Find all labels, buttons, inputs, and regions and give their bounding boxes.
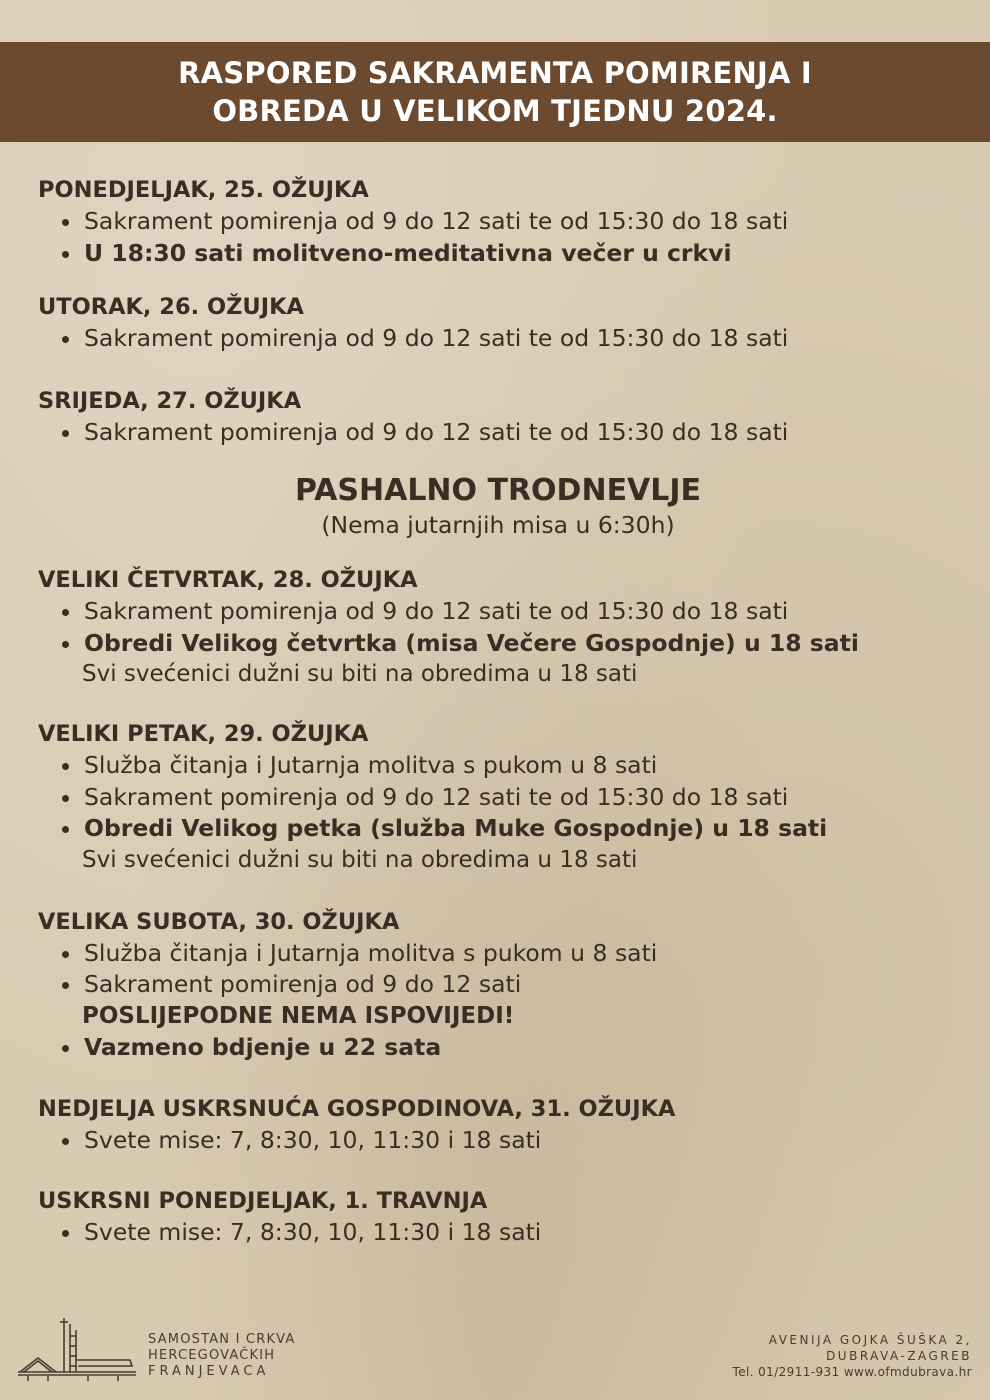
title-line-1: RASPORED SAKRAMENTA POMIRENJA I	[178, 56, 812, 90]
item-list	[38, 206, 958, 269]
list-item: Sakrament pomirenja od 9 do 12 sati te od 15:30 do 18 sati	[60, 323, 958, 355]
footer-address	[733, 1332, 973, 1380]
note: Svi svećenici dužni su biti na obredima u 18 sati	[82, 846, 638, 873]
list-item: Obredi Velikog petka (služba Muke Gospodnje) u 18 sati	[60, 813, 958, 845]
list-item: U 18:30 sati molitveno-meditativna večer u crkvi	[60, 238, 958, 270]
item-list	[38, 417, 958, 449]
list-item: Služba čitanja i Jutarnja molitva s pukom u 8 sati	[60, 938, 958, 970]
day-thursday	[38, 564, 958, 690]
triduum-heading	[38, 472, 958, 540]
item-list	[38, 1217, 958, 1249]
org-line-2: HERCEGOVAČKIH	[148, 1348, 276, 1363]
contact-line: Tel. 01/2911-931 www.ofmdubrava.hr	[732, 1365, 972, 1379]
org-name	[148, 1332, 296, 1380]
day-tuesday	[38, 291, 958, 355]
list-item: Sakrament pomirenja od 9 do 12 sati te od 15:30 do 18 sati	[60, 417, 958, 449]
day-wednesday	[38, 385, 958, 449]
day-heading: VELIKI ČETVRTAK, 28. OŽUJKA	[38, 567, 418, 593]
org-line-1: SAMOSTAN I CRKVA	[148, 1332, 296, 1347]
item-list	[38, 596, 958, 659]
org-line-3: FRANJEVACA	[148, 1364, 270, 1379]
list-item: Sakrament pomirenja od 9 do 12 sati	[60, 969, 958, 1001]
triduum-subtitle: (Nema jutarnjih misa u 6:30h)	[321, 511, 675, 539]
triduum-title: PASHALNO TRODNEVLJE	[294, 473, 702, 508]
item-list	[38, 323, 958, 355]
list-item: Služba čitanja i Jutarnja molitva s pukom u 8 sati	[60, 750, 958, 782]
day-heading: SRIJEDA, 27. OŽUJKA	[38, 387, 302, 414]
church-logo-icon	[18, 1310, 136, 1382]
day-heading: UTORAK, 26. OŽUJKA	[38, 294, 304, 320]
title-line-2: OBREDA U VELIKOM TJEDNU 2024.	[212, 94, 778, 128]
item-list	[38, 1125, 958, 1157]
day-saturday	[38, 906, 958, 1064]
day-heading: NEDJELJA USKRSNUĆA GOSPODINOVA, 31. OŽUJKA	[38, 1096, 676, 1122]
list-item: Vazmeno bdjenje u 22 sata	[60, 1032, 958, 1064]
day-friday	[38, 718, 958, 876]
day-monday	[38, 174, 958, 269]
note: POSLIJEPODNE NEMA ISPOVIJEDI!	[82, 1002, 515, 1029]
list-item: Sakrament pomirenja od 9 do 12 sati te od 15:30 do 18 sati	[60, 596, 958, 628]
schedule	[38, 174, 958, 1270]
list-item: Sakrament pomirenja od 9 do 12 sati te od 15:30 do 18 sati	[60, 206, 958, 238]
day-heading: PONEDJELJAK, 25. OŽUJKA	[38, 177, 369, 203]
address-line-2: DUBRAVA-ZAGREB	[826, 1349, 972, 1363]
list-item: Svete mise: 7, 8:30, 10, 11:30 i 18 sati	[60, 1125, 958, 1157]
day-heading: USKRSNI PONEDJELJAK, 1. TRAVNJA	[38, 1187, 488, 1214]
item-list	[38, 938, 958, 1001]
day-easter-monday	[38, 1185, 958, 1249]
day-sunday	[38, 1093, 958, 1157]
list-item: Obredi Velikog četvrtka (misa Večere Gospodnje) u 18 sati	[60, 628, 958, 660]
day-heading: VELIKA SUBOTA, 30. OŽUJKA	[38, 908, 400, 935]
list-item: Svete mise: 7, 8:30, 10, 11:30 i 18 sati	[60, 1217, 958, 1249]
address-line-1: AVENIJA GOJKA ŠUŠKA 2,	[768, 1333, 972, 1347]
item-list	[38, 750, 958, 845]
day-heading: VELIKI PETAK, 29. OŽUJKA	[38, 721, 369, 747]
item-list	[38, 1032, 958, 1064]
title-banner	[0, 42, 990, 142]
list-item: Sakrament pomirenja od 9 do 12 sati te od 15:30 do 18 sati	[60, 782, 958, 814]
footer-logo-block	[18, 1312, 338, 1382]
note: Svi svećenici dužni su biti na obredima u 18 sati	[82, 661, 638, 687]
